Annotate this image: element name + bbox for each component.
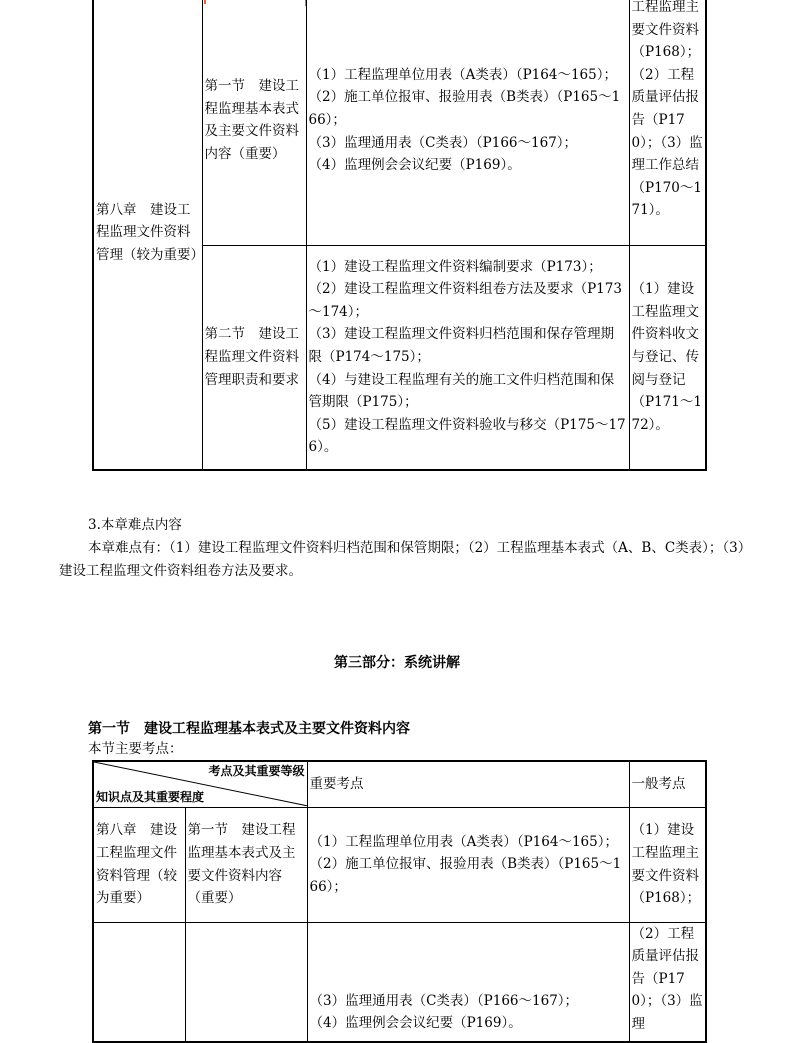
chapter-cell: 第八章 建设工程监理文件资料管理（较为重要） bbox=[93, 807, 185, 922]
row2-general-cell: （2）工程质量评估报告（P170）；（3）监理 bbox=[629, 922, 706, 1042]
important-item: （4）监理例会会议纪要（P169）。 bbox=[309, 1015, 522, 1032]
important-item: （3）监理通用表（C类表）（P166～167）； bbox=[309, 992, 579, 1009]
header-general: 一般考点 bbox=[629, 761, 706, 807]
important-item: （3）建设工程监理文件资料归档范围和保存管理期限（P174～175）； bbox=[308, 326, 615, 365]
part-title: 第三部分：系统讲解 bbox=[334, 655, 460, 671]
chapter-cell-empty bbox=[93, 922, 185, 1042]
section-2-general-cell: （1）建设工程监理文件资料收文与登记、传阅与登记（P171～172）。 bbox=[629, 245, 706, 470]
section-intro: 本节主要考点： bbox=[88, 741, 183, 757]
important-item: （2）施工单位报审、报验用表（B类表）（P165～166）； bbox=[309, 856, 622, 895]
section-1-general-cell: 工程监理主要文件资料（P168）；（2）工程质量评估报告（P170）；（3）监理工作总结（P170～171）。 bbox=[629, 0, 706, 245]
section-2-cell: 第二节 建设工程监理文件资料管理职责和要求 bbox=[202, 245, 306, 470]
section-1-cell: 第一节 建设工程监理基本表式及主要文件资料内容（重要） bbox=[202, 0, 306, 245]
row2-important-cell bbox=[307, 922, 629, 1042]
important-item: （4）监理例会会议纪要（P169）。 bbox=[308, 157, 521, 174]
section-heading: 第一节 建设工程监理基本表式及主要文件资料内容 bbox=[88, 721, 410, 737]
header-top-label: 考点及其重要等级 bbox=[208, 764, 305, 779]
difficulty-text: 本章难点有：（1）建设工程监理文件资料归档范围和保管期限；（2）工程监理基本表式（A、B、C类表）；（3）建设工程监理文件资料组卷方法及要求。 bbox=[59, 540, 745, 579]
section-cell-empty bbox=[185, 922, 307, 1042]
section-1-important-cell bbox=[306, 0, 629, 245]
important-item: （5）建设工程监理文件资料验收与移交（P175～176）。 bbox=[308, 416, 626, 456]
important-item: （3）监理通用表（C类表）（P166～167）； bbox=[308, 134, 578, 151]
difficulty-heading: 3.本章难点内容 bbox=[88, 517, 182, 533]
chapter-table-continued bbox=[92, 0, 707, 471]
important-item: （1）工程监理单位用表（A类表）（P164～165）； bbox=[309, 833, 618, 850]
section-2-important-cell bbox=[306, 245, 629, 470]
row1-important-cell bbox=[307, 807, 629, 922]
important-item: （4）与建设工程监理有关的施工文件归档范围和保管期限（P175）； bbox=[308, 371, 615, 411]
header-important: 重要考点 bbox=[307, 761, 629, 807]
important-item: （1）工程监理单位用表（A类表）（P164～165）； bbox=[308, 66, 617, 83]
chapter-cell: 第八章 建设工程监理文件资料管理（较为重要） bbox=[93, 0, 202, 470]
important-item: （1）建设工程监理文件资料编制要求（P173）； bbox=[308, 258, 602, 275]
section-cell: 第一节 建设工程监理基本表式及主要文件资料内容（重要） bbox=[185, 807, 307, 922]
diagonal-header-cell bbox=[93, 761, 307, 807]
important-item: （2）建设工程监理文件资料组卷方法及要求（P173～174）； bbox=[308, 281, 622, 320]
header-bottom-label: 知识点及其重要程度 bbox=[96, 790, 205, 805]
row1-general-cell: （1）建设工程监理主要文件资料（P168）； bbox=[629, 807, 706, 922]
important-item: （2）施工单位报审、报验用表（B类表）（P165～166）； bbox=[308, 89, 621, 128]
key-points-table bbox=[92, 760, 707, 1043]
